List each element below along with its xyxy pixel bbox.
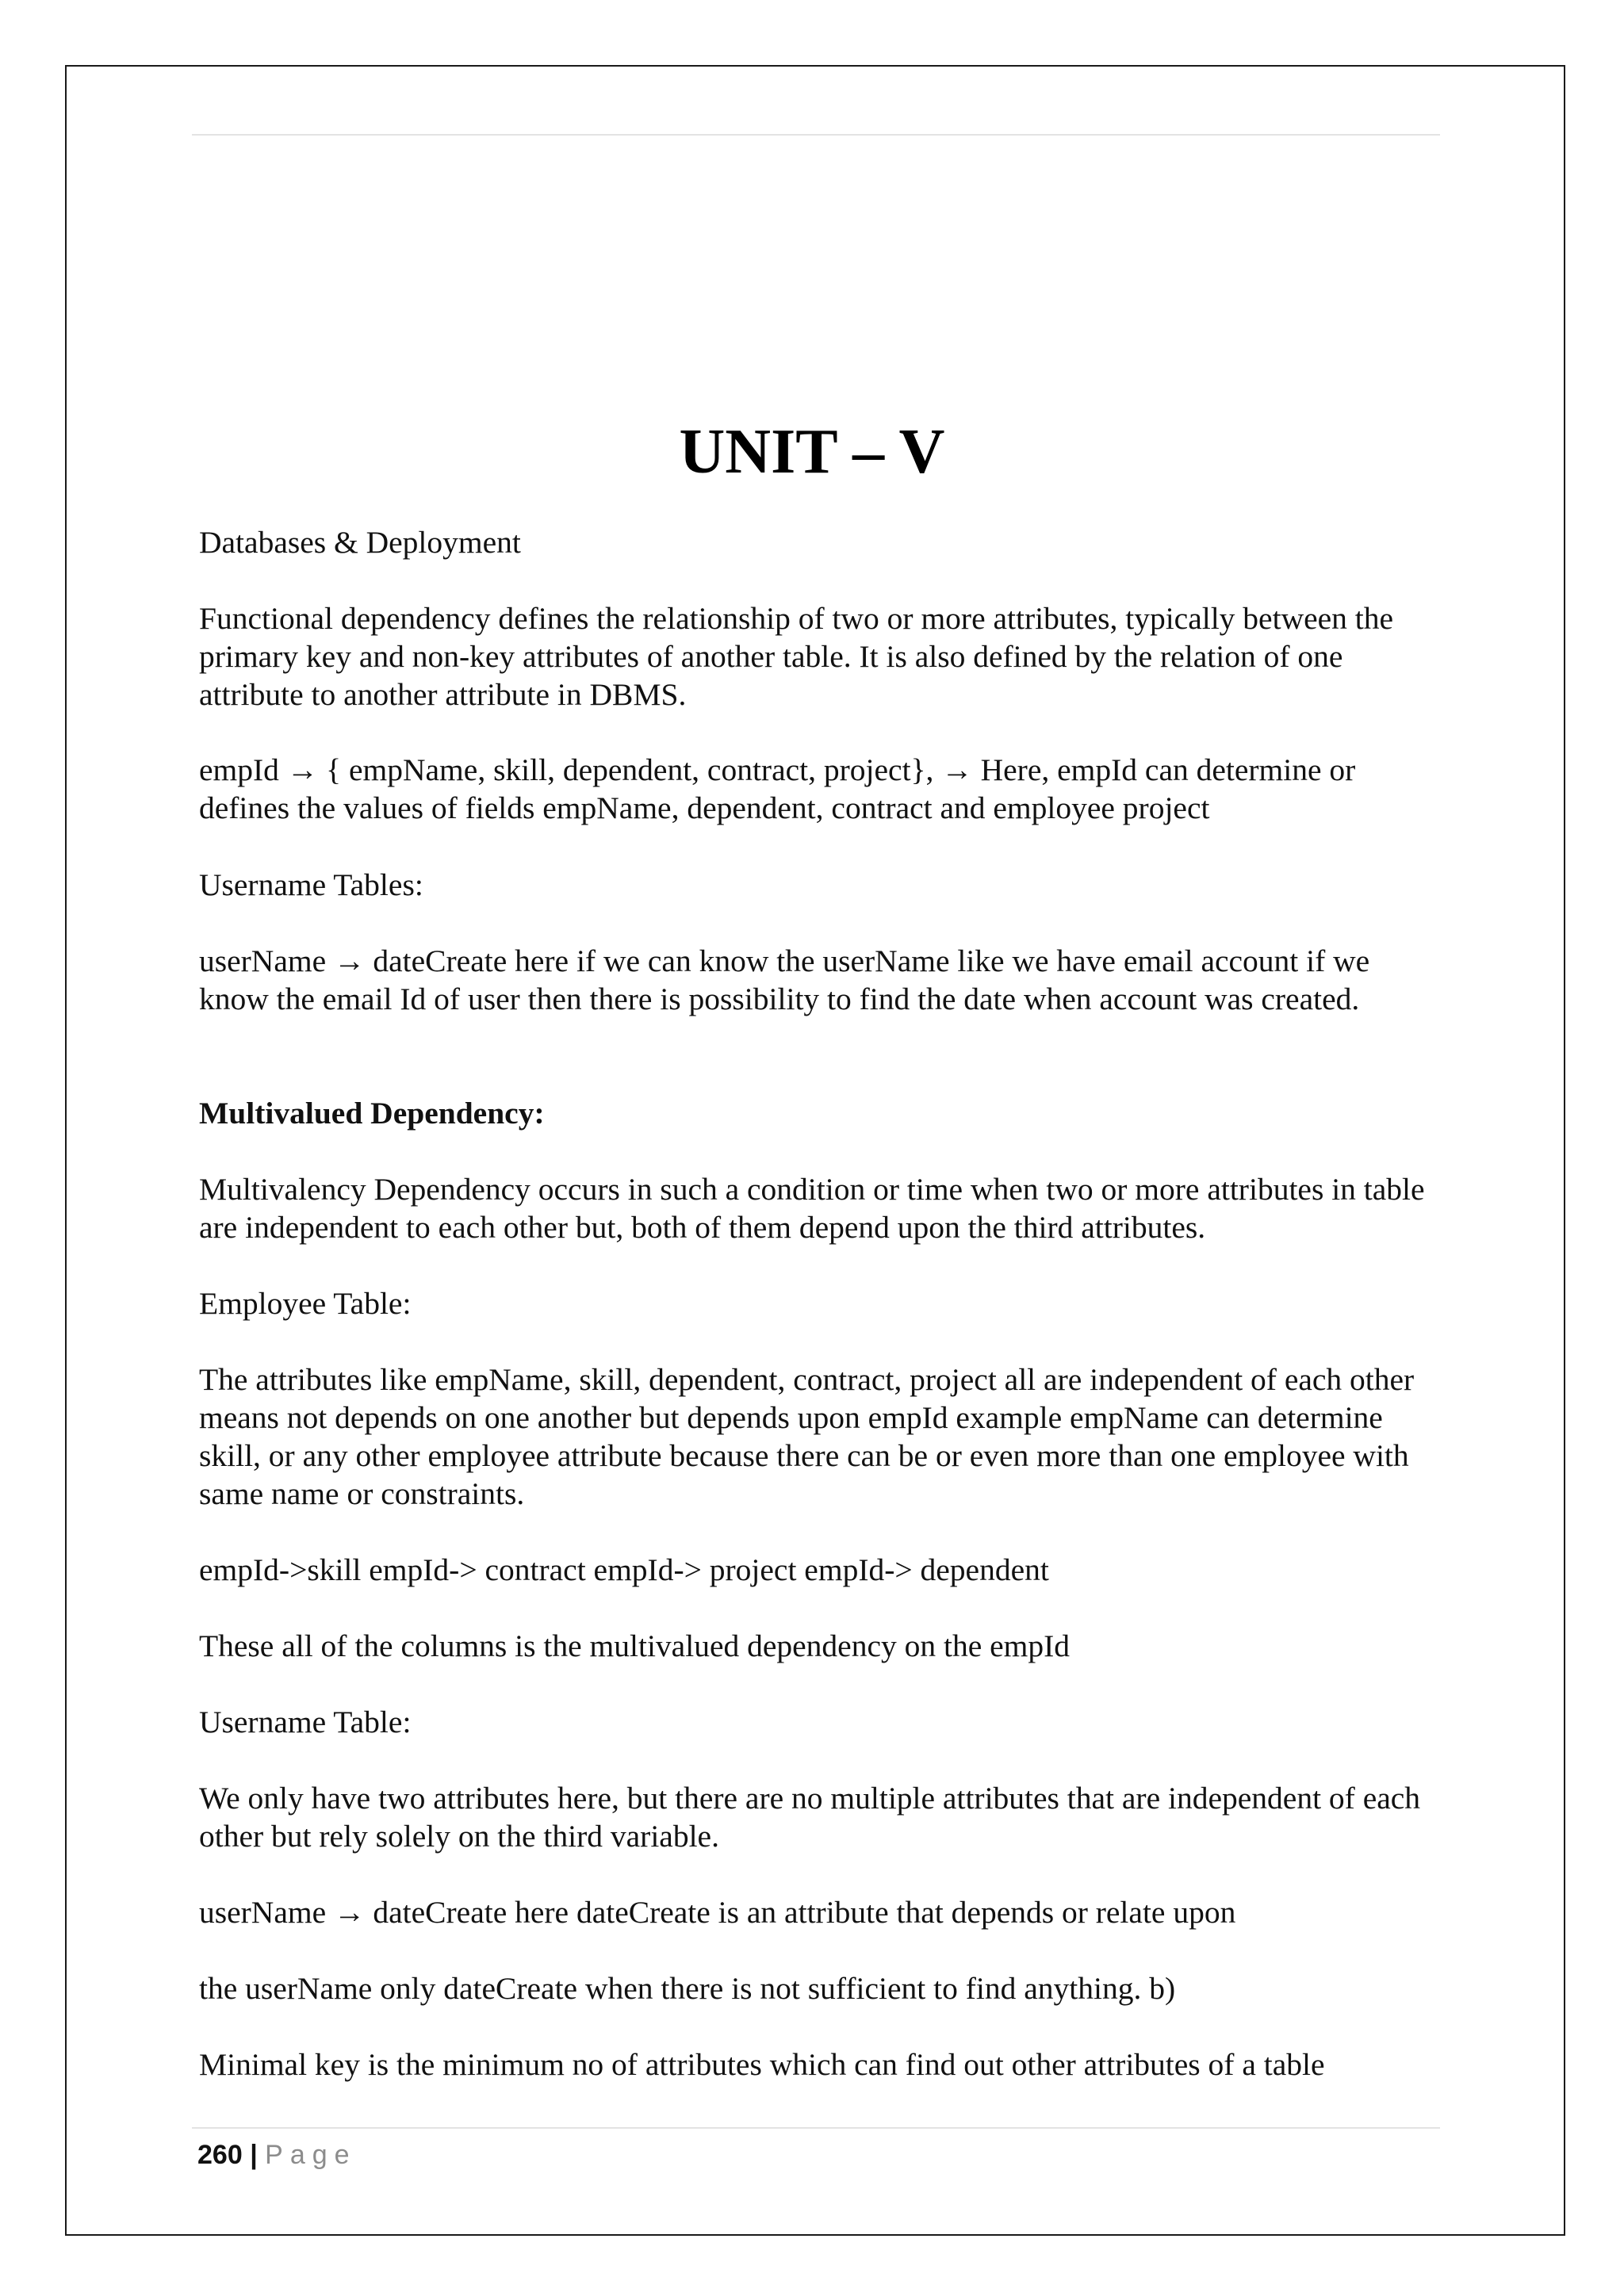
paragraph-minimal-key: Minimal key is the minimum no of attributes which can find out other attributes of a table (199, 2047, 1325, 2082)
footer-separator: | (250, 2140, 258, 2170)
paragraph-functional-dependency: Functional dependency defines the relationship of two or more attributes, typically between the primary key and non-key attributes of another table. It is also defined by the relation of one attribute to another attribute in DBMS. (199, 601, 1394, 712)
page-number: 260 (197, 2140, 243, 2170)
label-username-tables: Username Tables: (199, 867, 423, 902)
footer-divider (192, 2127, 1440, 2129)
paragraph-two-attributes: We only have two attributes here, but there are no multiple attributes that are independent of each other but rely solely on the third variable. (199, 1781, 1421, 1854)
paragraph-username-datecreate: userName → dateCreate here if we can know the userName like we have email account if we know the email Id of user then there is possibility to find the date when account was created. (199, 943, 1370, 1016)
paragraph-empid-dependency: empId → { empName, skill, dependent, contract, project}, → Here, empId can determine or defines the values of fields empName, dependent, contract and employee project (199, 752, 1356, 825)
page-label: Page (265, 2140, 357, 2170)
paragraph-username-datecreate-depends: userName → dateCreate here dateCreate is an attribute that depends or relate upon (199, 1895, 1236, 1930)
paragraph-empid-arrows: empId->skill empId-> contract empId-> project empId-> dependent (199, 1552, 1049, 1587)
page-footer (197, 2137, 357, 2172)
label-employee-table: Employee Table: (199, 1286, 412, 1321)
unit-title: UNIT – V (679, 417, 945, 487)
label-username-table: Username Table: (199, 1705, 412, 1739)
paragraph-multivalency-definition: Multivalency Dependency occurs in such a condition or time when two or more attributes in table are independent to each other but, both of them depend upon the third attributes. (199, 1172, 1425, 1245)
paragraph-employee-attributes: The attributes like empName, skill, dependent, contract, project all are independent of each other means not depends on one another but depends upon empId example empName can determine skill, or any other employee attribute because there can be or even more than one employee with same name or constraints. (199, 1362, 1415, 1511)
heading-multivalued-dependency: Multivalued Dependency: (199, 1096, 545, 1131)
paragraph-username-only: the userName only dateCreate when there is not sufficient to find anything. b) (199, 1971, 1176, 2006)
header-divider (192, 134, 1440, 136)
paragraph-columns-multivalued: These all of the columns is the multivalued dependency on the empId (199, 1628, 1071, 1663)
section-heading-databases-deployment: Databases & Deployment (199, 525, 521, 560)
